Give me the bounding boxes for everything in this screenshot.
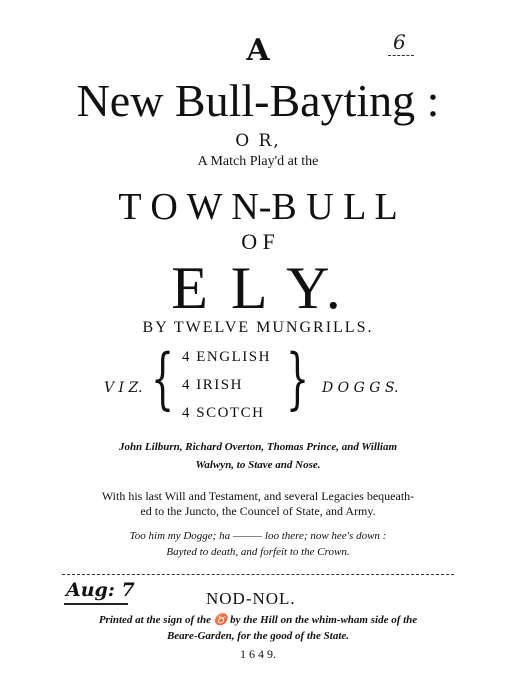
left-brace: { <box>151 340 175 417</box>
handwritten-date: Aug: 7 <box>66 579 135 601</box>
printed-line-2: Beare-Garden, for the good of the State. <box>166 630 350 642</box>
imprint-name: NOD-NOL. <box>206 589 296 608</box>
dog-scotch: 4 SCOTCH <box>182 405 265 421</box>
title-subtitle: A Match Play'd at the <box>197 154 319 169</box>
title-or: O R, <box>235 131 281 151</box>
cry-line-1: Too him my Dogge; ha ——— loo there; now hee's down : <box>129 530 387 542</box>
by-line: BY TWELVE MUNGRILLS. <box>142 319 374 336</box>
will-line-2: ed to the Juncto, the Councel of State, and Army. <box>140 504 376 518</box>
dog-irish: 4 IRISH <box>182 377 243 393</box>
names-line-1: John Lilburn, Richard Overton, Thomas Prince, and William <box>118 441 398 453</box>
doggs-label: D O G G S. <box>322 380 399 396</box>
names-line-2: Walwyn, to Stave and Nose. <box>195 459 321 471</box>
title-ely: E L Y. <box>171 255 345 321</box>
viz-label: V I Z. <box>104 380 143 396</box>
dog-english: 4 ENGLISH <box>182 349 271 365</box>
title-main: New Bull-Bayting : <box>76 75 440 126</box>
title-a: A <box>246 33 270 68</box>
bottom-rule <box>62 574 454 575</box>
year: 1 6 4 9. <box>240 647 276 661</box>
title-of: O F <box>241 229 275 254</box>
will-line-1: With his last Will and Testament, and several Legacies bequeath- <box>101 489 415 503</box>
printed-line-1: Printed at the sign of the ♉ by the Hill on the whim-wham side of the <box>98 614 418 626</box>
handwritten-underline <box>64 603 128 605</box>
cry-line-2: Bayted to death, and forfeit to the Crown. <box>166 546 350 558</box>
title-townbull: T O W N-B U L L <box>118 186 398 228</box>
page-number: 6 <box>393 30 406 54</box>
right-brace: } <box>286 340 310 417</box>
